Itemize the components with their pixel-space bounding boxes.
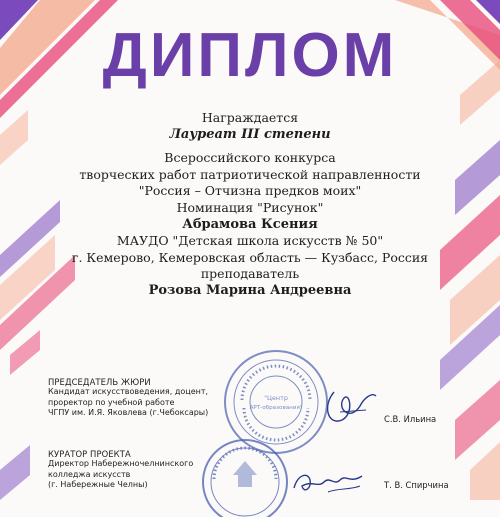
diploma-body [60,110,440,300]
curator-line-3: (г. Набережные Челны) [48,480,148,490]
location: г. Кемерово, Кемеровская область — Кузбасс, Россия [71,249,429,265]
laureate-degree: Лауреат III степени [169,126,331,142]
jury-line-2: проректор по учебной работе [48,397,175,407]
stripe-right-peach-3 [470,442,500,500]
jury-line-3: ЧГПУ им. И.Я. Яковлева (г.Чебоксары) [48,408,209,418]
contest-line-1: Всероссийского конкурса [164,150,336,166]
participant-name: Абрамова Ксения [182,216,318,232]
jury-heading: ПРЕДСЕДАТЕЛЬ ЖЮРИ [48,377,151,387]
school-name: МАУДО "Детская школа искусств № 50" [116,233,384,249]
curator-stamp [200,437,290,517]
curator-signature-icon [288,458,368,500]
jury-line-1: Кандидат искусствоведения, доцент, [48,387,209,397]
jury-signer: С.В. Ильина [384,414,437,424]
awarded-label: Награждается [201,110,299,125]
teacher-name: Розова Марина Андреевна [148,282,352,298]
curator-heading: КУРАТОР ПРОЕКТА [48,449,131,459]
nomination: Номинация "Рисунок" [176,199,324,215]
diploma-title [0,6,500,96]
jury-signature-icon [320,382,380,432]
curator-signer: Т. В. Спирчина [384,480,449,490]
stamp-text-1: "Центр [264,394,288,402]
stamp-text-2: АРТ-образования" [249,405,303,411]
contest-line-2: творческих работ патриотической направленности [79,166,421,182]
stripe-bottom-left-violet [0,445,30,500]
teacher-label: преподаватель [200,266,300,282]
title-text: ДИПЛОМ [102,21,398,90]
curator-line-1: Директор Набережночелнинского [48,459,194,469]
stripe-left-peach-1 [0,110,28,165]
curator-line-2: колледжа искусств [48,469,131,479]
contest-line-3: "Россия – Отчизна предков моих" [138,183,362,199]
stripe-left-pink-2 [10,330,40,375]
